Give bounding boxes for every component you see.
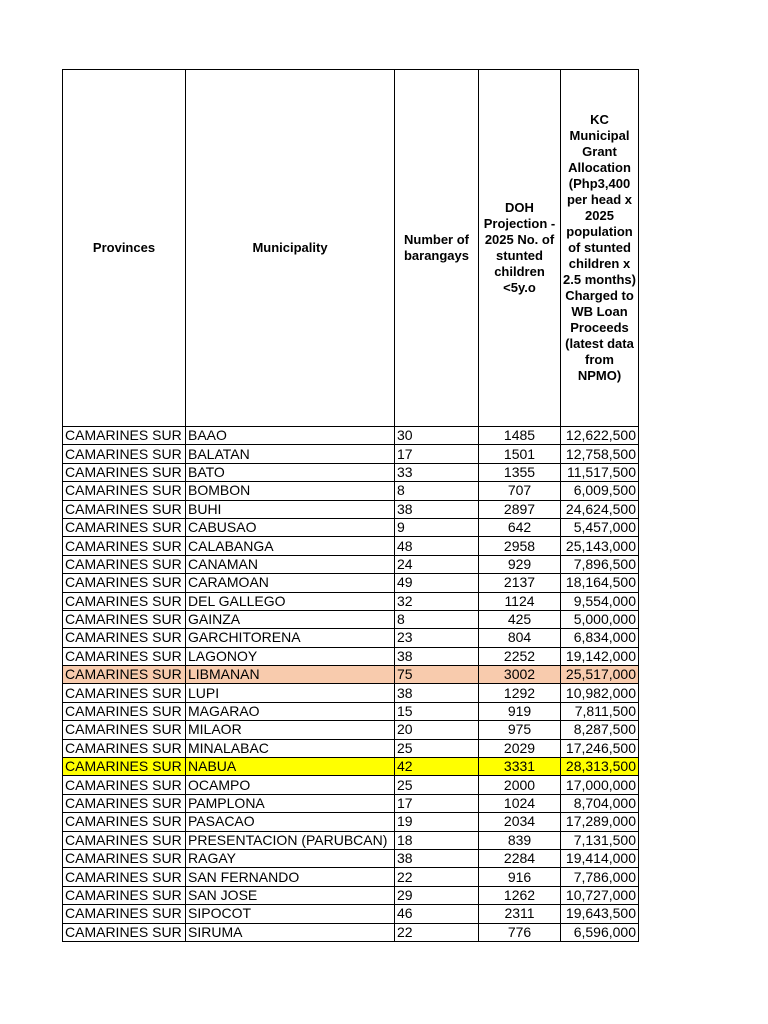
province-cell: CAMARINES SUR xyxy=(63,923,186,941)
doh-projection-cell: 975 xyxy=(479,721,561,739)
kc-allocation-cell: 12,622,500 xyxy=(561,427,639,445)
table-row xyxy=(63,500,639,518)
doh-projection-cell: 2034 xyxy=(479,813,561,831)
doh-projection-cell: 2137 xyxy=(479,574,561,592)
province-cell: CAMARINES SUR xyxy=(63,813,186,831)
doh-projection-cell: 642 xyxy=(479,518,561,536)
province-cell: CAMARINES SUR xyxy=(63,666,186,684)
municipality-cell: BALATAN xyxy=(186,445,395,463)
municipality-cell: MINALABAC xyxy=(186,739,395,757)
municipality-cell: RAGAY xyxy=(186,849,395,867)
province-cell: CAMARINES SUR xyxy=(63,463,186,481)
barangays-cell: 22 xyxy=(395,868,479,886)
barangays-cell: 24 xyxy=(395,555,479,573)
kc-allocation-cell: 6,009,500 xyxy=(561,482,639,500)
province-cell: CAMARINES SUR xyxy=(63,647,186,665)
province-cell: CAMARINES SUR xyxy=(63,739,186,757)
barangays-cell: 38 xyxy=(395,647,479,665)
barangays-cell: 25 xyxy=(395,739,479,757)
header-row xyxy=(63,70,639,427)
province-cell: CAMARINES SUR xyxy=(63,702,186,720)
province-cell: CAMARINES SUR xyxy=(63,518,186,536)
province-cell: CAMARINES SUR xyxy=(63,868,186,886)
doh-projection-cell: 839 xyxy=(479,831,561,849)
municipality-cell: SIRUMA xyxy=(186,923,395,941)
municipality-cell: GAINZA xyxy=(186,610,395,628)
table-row xyxy=(63,794,639,812)
province-cell: CAMARINES SUR xyxy=(63,684,186,702)
doh-projection-cell: 804 xyxy=(479,629,561,647)
header-municipality: Municipality xyxy=(186,70,395,427)
table-body xyxy=(63,427,639,942)
barangays-cell: 19 xyxy=(395,813,479,831)
municipality-cell: CARAMOAN xyxy=(186,574,395,592)
kc-allocation-cell: 7,786,000 xyxy=(561,868,639,886)
province-cell: CAMARINES SUR xyxy=(63,776,186,794)
table-row xyxy=(63,574,639,592)
doh-projection-cell: 2897 xyxy=(479,500,561,518)
table-row xyxy=(63,721,639,739)
province-cell: CAMARINES SUR xyxy=(63,610,186,628)
barangays-cell: 48 xyxy=(395,537,479,555)
province-cell: CAMARINES SUR xyxy=(63,482,186,500)
province-cell: CAMARINES SUR xyxy=(63,831,186,849)
doh-projection-cell: 1262 xyxy=(479,886,561,904)
municipality-cell: PRESENTACION (PARUBCAN) xyxy=(186,831,395,849)
province-cell: CAMARINES SUR xyxy=(63,500,186,518)
province-cell: CAMARINES SUR xyxy=(63,537,186,555)
barangays-cell: 9 xyxy=(395,518,479,536)
municipality-cell: BATO xyxy=(186,463,395,481)
province-cell: CAMARINES SUR xyxy=(63,886,186,904)
kc-allocation-cell: 11,517,500 xyxy=(561,463,639,481)
municipality-cell: SIPOCOT xyxy=(186,905,395,923)
doh-projection-cell: 1501 xyxy=(479,445,561,463)
doh-projection-cell: 919 xyxy=(479,702,561,720)
doh-projection-cell: 2029 xyxy=(479,739,561,757)
barangays-cell: 75 xyxy=(395,666,479,684)
municipality-cell: SAN FERNANDO xyxy=(186,868,395,886)
municipality-cell: GARCHITORENA xyxy=(186,629,395,647)
table-row xyxy=(63,831,639,849)
table-row xyxy=(63,776,639,794)
kc-allocation-cell: 8,287,500 xyxy=(561,721,639,739)
barangays-cell: 18 xyxy=(395,831,479,849)
kc-allocation-cell: 17,000,000 xyxy=(561,776,639,794)
table-row xyxy=(63,849,639,867)
kc-allocation-cell: 19,414,000 xyxy=(561,849,639,867)
province-cell: CAMARINES SUR xyxy=(63,629,186,647)
table-row xyxy=(63,427,639,445)
kc-allocation-cell: 7,131,500 xyxy=(561,831,639,849)
table-row xyxy=(63,610,639,628)
table-row xyxy=(63,445,639,463)
table-row xyxy=(63,482,639,500)
municipality-cell: MAGARAO xyxy=(186,702,395,720)
table-header xyxy=(63,70,639,427)
barangays-cell: 29 xyxy=(395,886,479,904)
kc-allocation-cell: 6,596,000 xyxy=(561,923,639,941)
barangays-cell: 42 xyxy=(395,758,479,776)
province-cell: CAMARINES SUR xyxy=(63,574,186,592)
doh-projection-cell: 776 xyxy=(479,923,561,941)
header-provinces: Provinces xyxy=(63,70,186,427)
municipality-cell: DEL GALLEGO xyxy=(186,592,395,610)
allocation-table xyxy=(62,69,639,942)
municipality-cell: CALABANGA xyxy=(186,537,395,555)
doh-projection-cell: 2311 xyxy=(479,905,561,923)
doh-projection-cell: 425 xyxy=(479,610,561,628)
municipality-cell: CABUSAO xyxy=(186,518,395,536)
municipality-cell: BUHI xyxy=(186,500,395,518)
kc-allocation-cell: 6,834,000 xyxy=(561,629,639,647)
doh-projection-cell: 1024 xyxy=(479,794,561,812)
doh-projection-cell: 1485 xyxy=(479,427,561,445)
kc-allocation-cell: 17,289,000 xyxy=(561,813,639,831)
municipality-cell: OCAMPO xyxy=(186,776,395,794)
table-row xyxy=(63,758,639,776)
barangays-cell: 33 xyxy=(395,463,479,481)
kc-allocation-cell: 12,758,500 xyxy=(561,445,639,463)
kc-allocation-cell: 10,727,000 xyxy=(561,886,639,904)
table-row xyxy=(63,555,639,573)
municipality-cell: LIBMANAN xyxy=(186,666,395,684)
table-row xyxy=(63,666,639,684)
barangays-cell: 8 xyxy=(395,482,479,500)
municipality-cell: LAGONOY xyxy=(186,647,395,665)
barangays-cell: 17 xyxy=(395,794,479,812)
province-cell: CAMARINES SUR xyxy=(63,758,186,776)
table-row xyxy=(63,739,639,757)
header-kc-grant-allocation: KC Municipal Grant Allocation (Php3,400 per head x 2025 population of stunted children x 2.5 months) Charged to WB Loan Proceeds (latest data from NPMO) xyxy=(561,70,639,427)
doh-projection-cell: 2252 xyxy=(479,647,561,665)
barangays-cell: 25 xyxy=(395,776,479,794)
municipality-cell: BOMBON xyxy=(186,482,395,500)
table-row xyxy=(63,518,639,536)
doh-projection-cell: 916 xyxy=(479,868,561,886)
table-row xyxy=(63,813,639,831)
doh-projection-cell: 1292 xyxy=(479,684,561,702)
municipality-cell: BAAO xyxy=(186,427,395,445)
kc-allocation-cell: 7,811,500 xyxy=(561,702,639,720)
kc-allocation-cell: 5,000,000 xyxy=(561,610,639,628)
municipality-cell: MILAOR xyxy=(186,721,395,739)
municipality-cell: SAN JOSE xyxy=(186,886,395,904)
municipality-cell: PAMPLONA xyxy=(186,794,395,812)
doh-projection-cell: 929 xyxy=(479,555,561,573)
kc-allocation-cell: 25,517,000 xyxy=(561,666,639,684)
kc-allocation-cell: 19,643,500 xyxy=(561,905,639,923)
doh-projection-cell: 3331 xyxy=(479,758,561,776)
barangays-cell: 38 xyxy=(395,500,479,518)
barangays-cell: 30 xyxy=(395,427,479,445)
table-row xyxy=(63,537,639,555)
barangays-cell: 22 xyxy=(395,923,479,941)
table-row xyxy=(63,647,639,665)
table-row xyxy=(63,702,639,720)
barangays-cell: 46 xyxy=(395,905,479,923)
barangays-cell: 17 xyxy=(395,445,479,463)
header-barangays: Number of barangays xyxy=(395,70,479,427)
kc-allocation-cell: 19,142,000 xyxy=(561,647,639,665)
barangays-cell: 15 xyxy=(395,702,479,720)
kc-allocation-cell: 18,164,500 xyxy=(561,574,639,592)
table-row xyxy=(63,905,639,923)
barangays-cell: 38 xyxy=(395,684,479,702)
province-cell: CAMARINES SUR xyxy=(63,905,186,923)
table-row xyxy=(63,463,639,481)
doh-projection-cell: 2000 xyxy=(479,776,561,794)
kc-allocation-cell: 10,982,000 xyxy=(561,684,639,702)
doh-projection-cell: 2284 xyxy=(479,849,561,867)
kc-allocation-cell: 7,896,500 xyxy=(561,555,639,573)
kc-allocation-cell: 28,313,500 xyxy=(561,758,639,776)
barangays-cell: 38 xyxy=(395,849,479,867)
province-cell: CAMARINES SUR xyxy=(63,427,186,445)
municipality-cell: PASACAO xyxy=(186,813,395,831)
kc-allocation-cell: 8,704,000 xyxy=(561,794,639,812)
barangays-cell: 23 xyxy=(395,629,479,647)
table-row xyxy=(63,592,639,610)
barangays-cell: 49 xyxy=(395,574,479,592)
kc-allocation-cell: 9,554,000 xyxy=(561,592,639,610)
table-row xyxy=(63,629,639,647)
doh-projection-cell: 1124 xyxy=(479,592,561,610)
doh-projection-cell: 707 xyxy=(479,482,561,500)
doh-projection-cell: 2958 xyxy=(479,537,561,555)
municipality-cell: CANAMAN xyxy=(186,555,395,573)
municipality-cell: LUPI xyxy=(186,684,395,702)
province-cell: CAMARINES SUR xyxy=(63,721,186,739)
kc-allocation-cell: 24,624,500 xyxy=(561,500,639,518)
table-row xyxy=(63,923,639,941)
province-cell: CAMARINES SUR xyxy=(63,849,186,867)
municipality-cell: NABUA xyxy=(186,758,395,776)
kc-allocation-cell: 25,143,000 xyxy=(561,537,639,555)
table-row xyxy=(63,684,639,702)
province-cell: CAMARINES SUR xyxy=(63,555,186,573)
table-row xyxy=(63,868,639,886)
kc-allocation-cell: 5,457,000 xyxy=(561,518,639,536)
barangays-cell: 20 xyxy=(395,721,479,739)
doh-projection-cell: 3002 xyxy=(479,666,561,684)
header-doh-projection: DOH Projection - 2025 No. of stunted children <5y.o xyxy=(479,70,561,427)
province-cell: CAMARINES SUR xyxy=(63,445,186,463)
province-cell: CAMARINES SUR xyxy=(63,794,186,812)
kc-allocation-cell: 17,246,500 xyxy=(561,739,639,757)
doh-projection-cell: 1355 xyxy=(479,463,561,481)
barangays-cell: 8 xyxy=(395,610,479,628)
province-cell: CAMARINES SUR xyxy=(63,592,186,610)
barangays-cell: 32 xyxy=(395,592,479,610)
table-row xyxy=(63,886,639,904)
